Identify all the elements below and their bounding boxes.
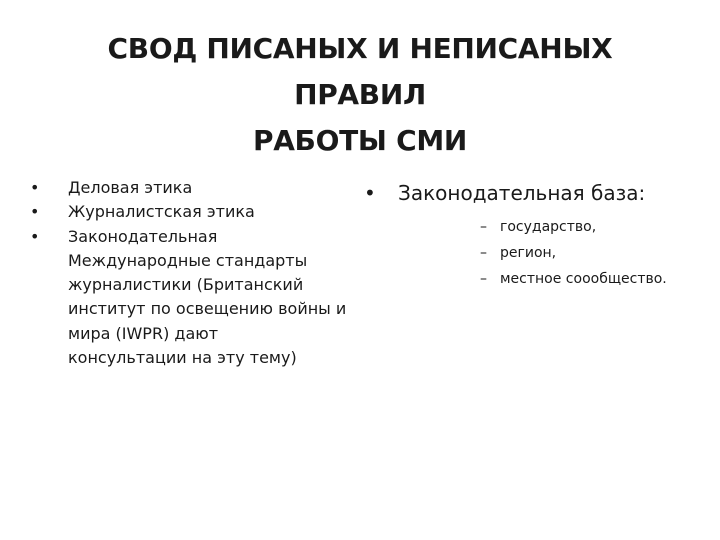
left-bullet-list bbox=[30, 176, 360, 370]
sub-list-item-text: местное соообщество. bbox=[500, 271, 667, 287]
sub-list-item-text: государство, bbox=[500, 219, 597, 235]
title-line-2: РАБОТЫ СМИ bbox=[252, 124, 468, 157]
list-item bbox=[30, 176, 360, 200]
list-item bbox=[30, 225, 360, 371]
dash-marker: – bbox=[480, 271, 487, 287]
sub-list-item-text: регион, bbox=[500, 245, 557, 261]
list-item-text: Деловая этика bbox=[68, 178, 193, 197]
title-line-1: СВОД ПИСАНЫХ И НЕПИСАНЫХ ПРАВИЛ bbox=[107, 32, 613, 111]
dash-marker: – bbox=[480, 245, 487, 261]
list-item-text: институт по освещению войны и bbox=[68, 299, 347, 319]
bullet-marker: • bbox=[30, 202, 40, 222]
list-item-text: журналистики (Британский bbox=[68, 275, 304, 295]
sub-list-item bbox=[364, 240, 704, 266]
list-item-text: мира (IWPR) дают bbox=[68, 323, 219, 343]
bullet-marker: • bbox=[364, 181, 376, 205]
list-item-text: Международные стандарты bbox=[68, 250, 308, 270]
list-item-text: Законодательная bbox=[68, 226, 218, 246]
sub-list-item bbox=[364, 266, 704, 292]
list-item-text: Журналистская этика bbox=[68, 202, 255, 222]
bullet-marker: • bbox=[30, 226, 40, 246]
list-item-text: консультации на эту тему) bbox=[68, 348, 297, 368]
list-item-text: Законодательная база: bbox=[398, 181, 646, 205]
sub-list bbox=[364, 214, 704, 292]
right-bullet-list bbox=[364, 178, 704, 292]
list-item bbox=[30, 200, 360, 224]
bullet-marker: • bbox=[30, 178, 40, 197]
page-title bbox=[40, 26, 680, 164]
sub-list-item bbox=[364, 214, 704, 240]
list-item bbox=[364, 178, 704, 208]
dash-marker: – bbox=[480, 219, 487, 235]
